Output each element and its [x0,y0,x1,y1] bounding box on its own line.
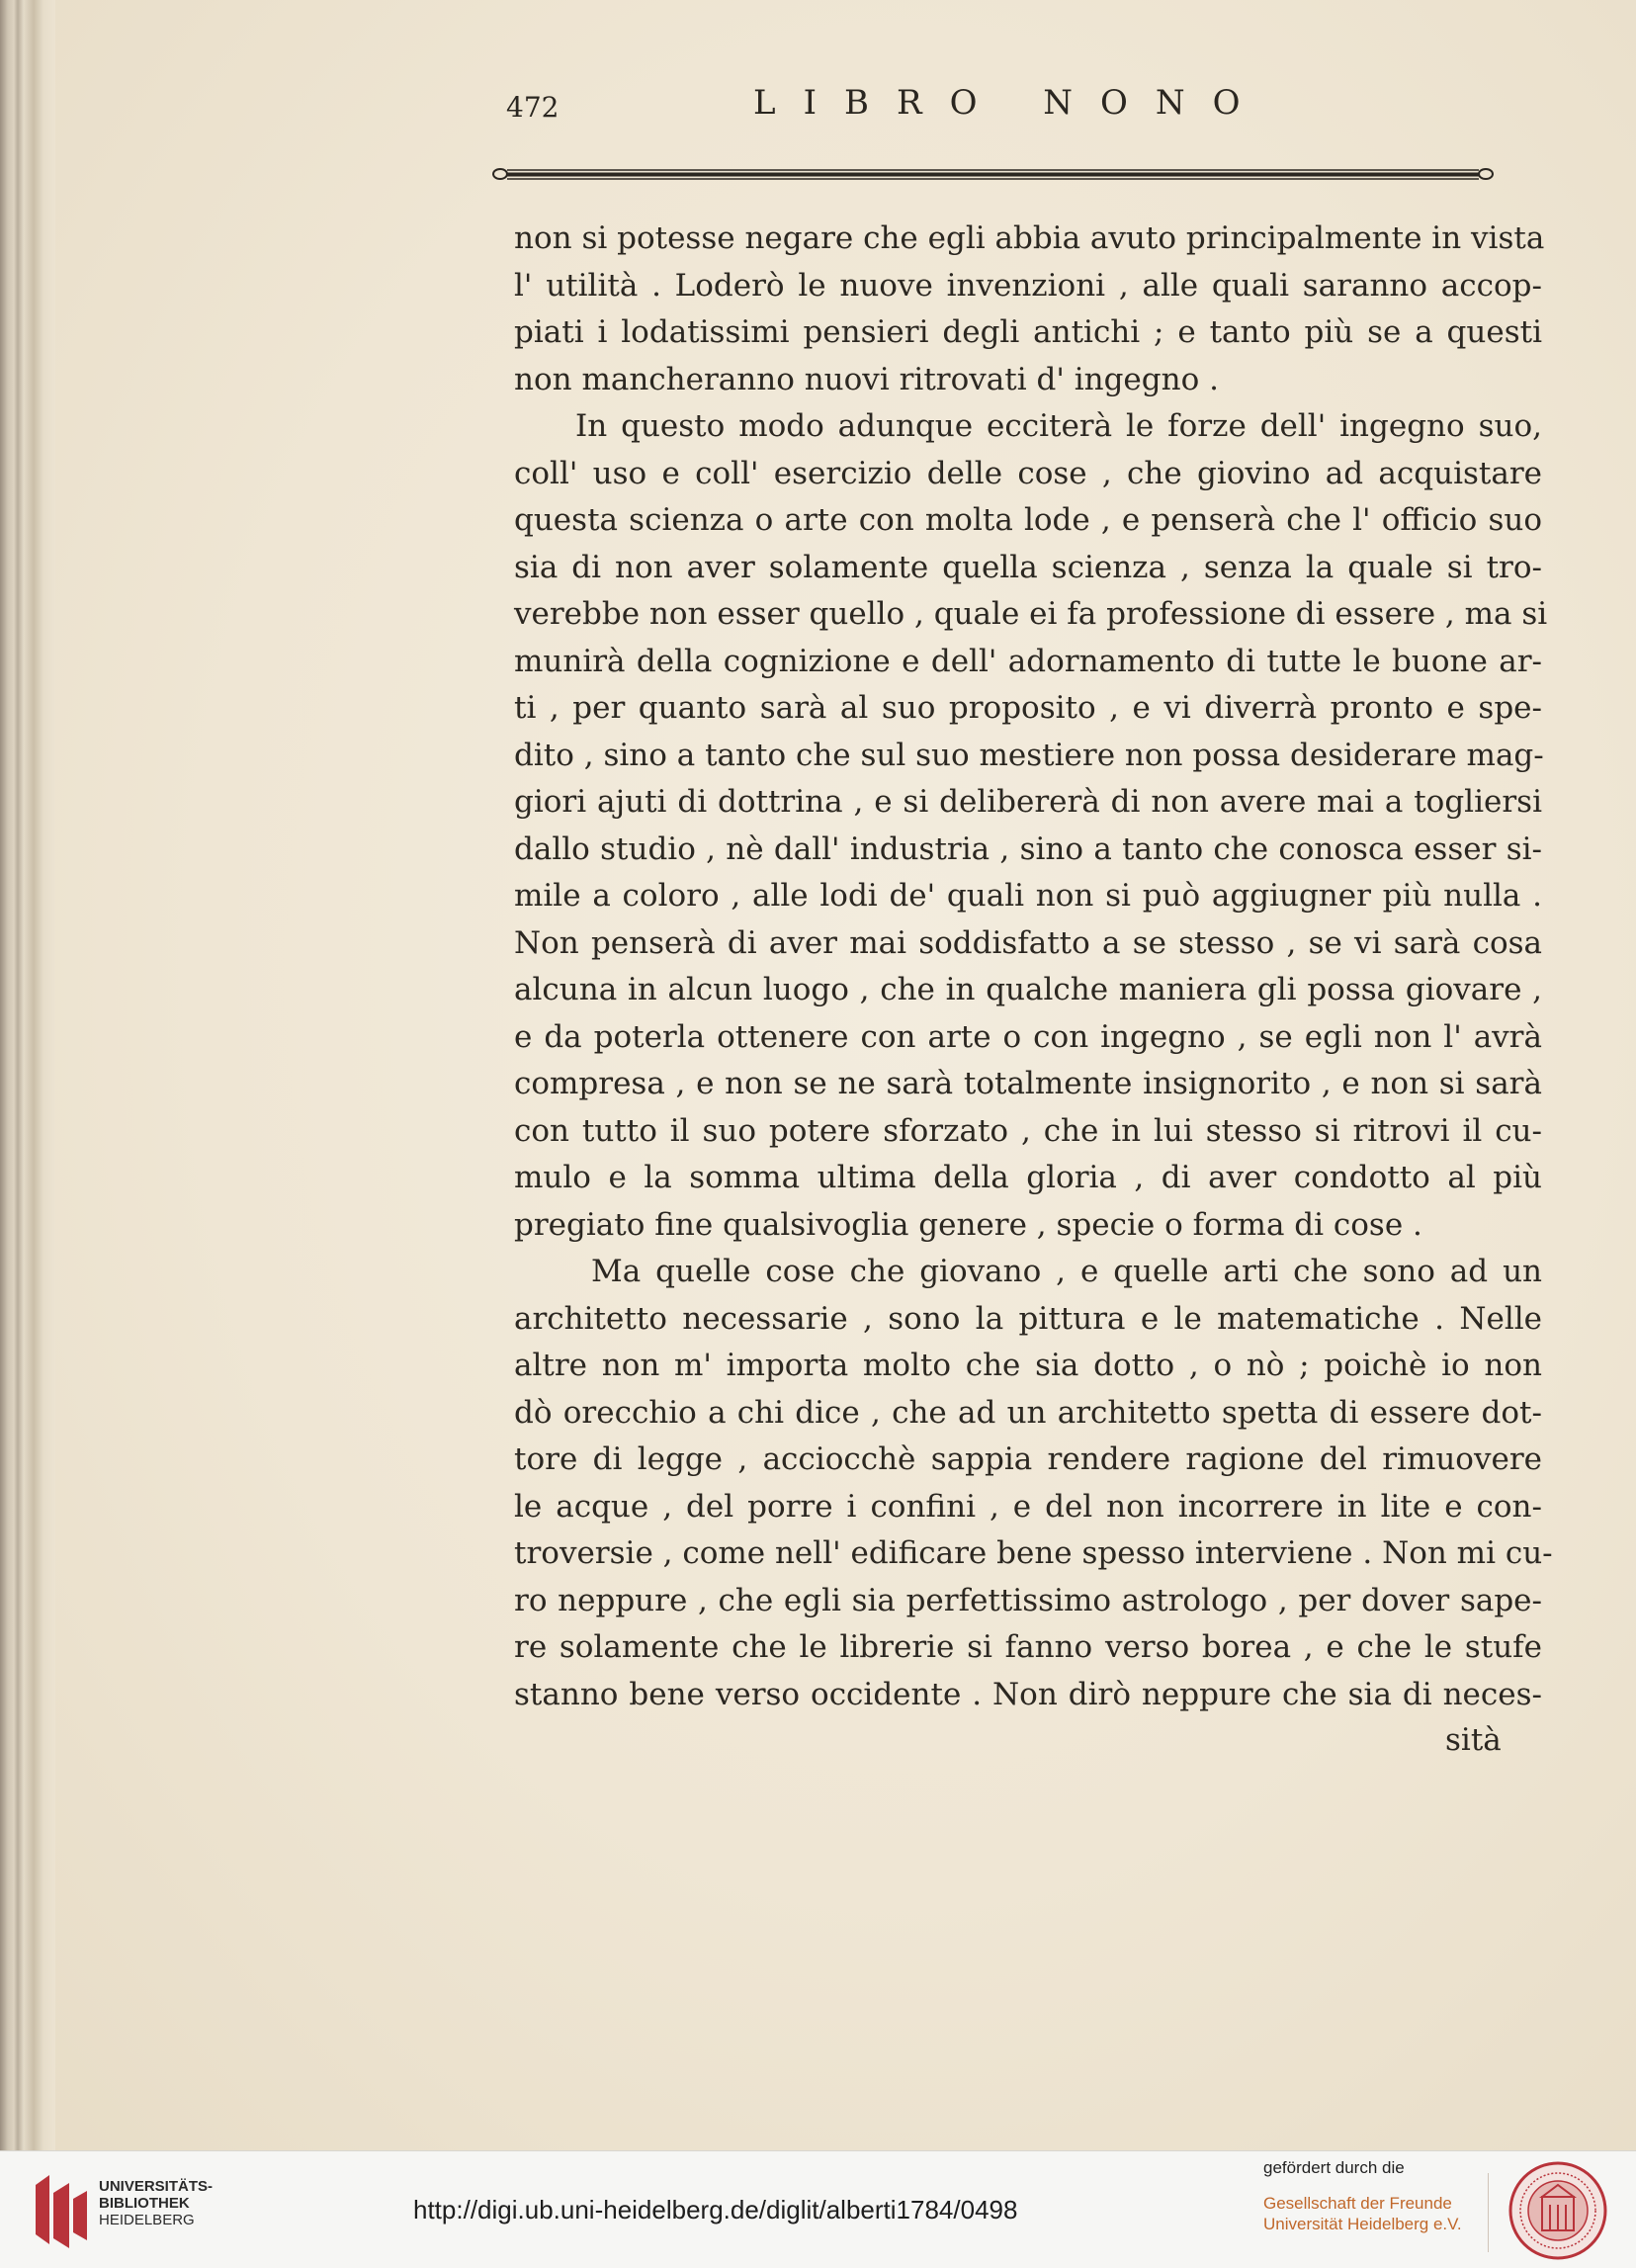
body-line: Non penserà di aver mai soddisfatto a se stesso , se vi sarà cosa [514,924,1542,961]
body-line: verebbe non esser quello , quale ei fa professione di essere , ma si [514,596,1548,632]
body-line: le acque , del porre i confini , e del non incorrere in lite e con- [514,1488,1542,1525]
ub-heidelberg-logo-icon [32,2171,91,2250]
page-number: 472 [506,91,560,124]
body-line: non si potesse negare che egli abbia avuto principalmente in vista [514,220,1545,256]
body-line: tore di legge , acciocchè sappia rendere ragione del rimuovere [514,1441,1542,1477]
body-line: stanno bene verso occidente . Non dirò neppure che sia di neces- [514,1676,1542,1712]
header-ornamental-rule [491,164,1496,184]
body-line: e da poterla ottenere con arte o con ingegno , se egli non l' avrà [514,1018,1542,1055]
page-binding-edge [0,0,55,2150]
body-line: pregiato fine qualsivoglia genere , specie o forma di cose . [514,1206,1422,1243]
library-name-line: BIBLIOTHEK [99,2195,190,2212]
body-line: giori ajuti di dottrina , e si delibererà di non avere mai a togliersi [514,784,1542,820]
sponsor-name-line: Universität Heidelberg e.V. [1263,2215,1462,2233]
body-line: In questo modo adunque ecciterà le forze dell' ingegno suo, [575,408,1542,444]
permalink-url[interactable]: http://digi.ub.uni-heidelberg.de/diglit/alberti1784/0498 [413,2195,1018,2224]
running-head [494,77,1305,127]
body-line: dallo studio , nè dall' industria , sino a tanto che conosca esser si- [514,830,1542,867]
body-line: troversie , come nell' edificare bene spesso interviene . Non mi cu- [514,1535,1553,1571]
body-line: ro neppure , che egli sia perfettissimo astrologo , per dover sape- [514,1582,1542,1618]
body-line: con tutto il suo potere sforzato , che in lui stesso si ritrovi il cu- [514,1112,1542,1149]
sponsor-name-line: Gesellschaft der Freunde [1263,2194,1452,2213]
sponsor-name [1263,2193,1462,2234]
body-line: architetto necessarie , sono la pittura e le matematiche . Nelle [514,1300,1542,1337]
body-line: sia di non aver solamente quella scienza , senza la quale si tro- [514,549,1542,585]
library-name-line: HEIDELBERG [99,2212,195,2228]
body-line: alcuna in alcun luogo , che in qualche maniera gli possa giovare , [514,972,1542,1007]
body-line: piati i lodatissimi pensieri degli antichi ; e tanto più se a questi [514,314,1542,350]
library-name-line: UNIVERSITÄTS- [99,2178,214,2195]
footer-bar [0,2150,1636,2268]
body-line: altre non m' importa molto che sia dotto , o nò ; poichè io non [514,1348,1542,1383]
sponsor-label: gefördert durch die [1263,2158,1405,2177]
body-line: compresa , e non se ne sarà totalmente insignorito , e non si sarà [514,1066,1542,1101]
body-line: mile a coloro , alle lodi de' quali non si può aggiugner più nulla . [514,878,1542,914]
body-text [514,216,1553,1718]
running-title: LIBRO NONO [753,83,1268,123]
university-seal-icon [1508,2161,1607,2260]
body-line: re solamente che le librerie si fanno verso borea , e che le stufe [514,1629,1542,1665]
body-line: coll' uso e coll' esercizio delle cose , che giovino ad acquistare [514,455,1542,491]
body-line: munirà della cognizione e dell' adornamento di tutte le buone ar- [514,643,1542,679]
footer-divider [1488,2173,1489,2252]
body-line: l' utilità . Loderò le nuove invenzioni , alle quali saranno accop- [514,267,1542,304]
body-line: ti , per quanto sarà al suo proposito , e vi diverrà pronto e spe- [514,690,1542,726]
body-line: non mancheranno nuovi ritrovati d' ingegno . [514,361,1219,397]
body-line: dito , sino a tanto che sul suo mestiere non possa desiderare mag- [514,737,1544,773]
body-line: questa scienza o arte con molta lode , e penserà che l' officio suo [514,502,1542,538]
body-line: Ma quelle cose che giovano , e quelle arti che sono ad un [591,1254,1542,1289]
body-line: dò orecchio a chi dice , che ad un architetto spetta di essere dot- [514,1394,1542,1431]
catchword: sità [1445,1722,1502,1758]
body-line: mulo e la somma ultima della gloria , di aver condotto al più [514,1160,1542,1195]
library-name [99,2178,213,2228]
